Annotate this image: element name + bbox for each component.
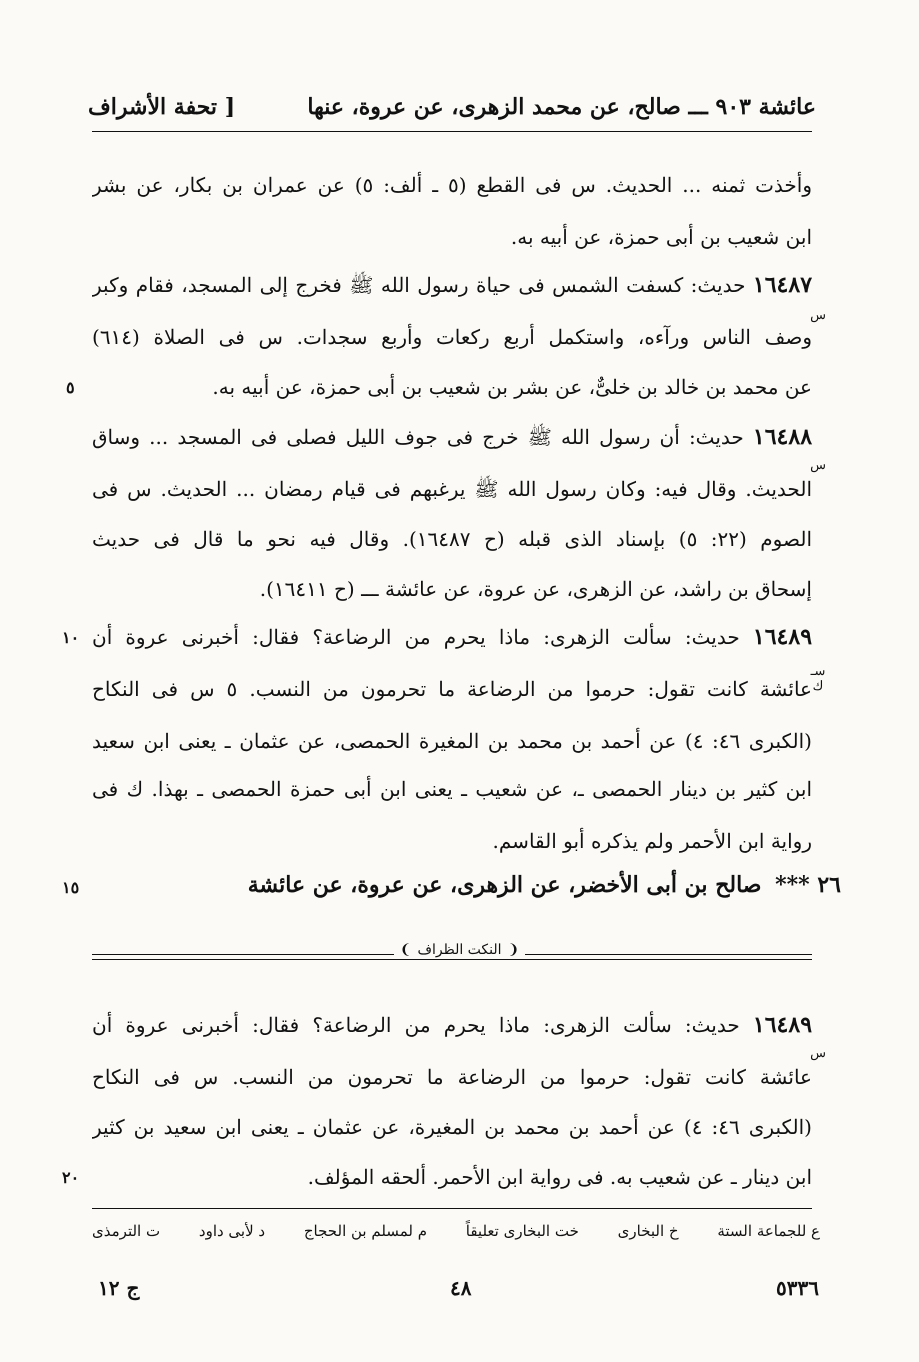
abbr-2: خ البخارى [617,1222,679,1240]
hadith-16489-line-1: ١٦٤٨٩ حديث: سألت الزهرى: ماذا يحرم من الرضاعة؟ فقال: أخبرنى عروة أن [92,624,812,650]
text-line-9: إسحاق بن راشد، عن الزهرى، عن عروة، عن عائشة ـــ (ح ١٦٤١١). [259,577,812,601]
abbr-1: ع للجماعة الستة [717,1222,820,1240]
abbr-6: ت الترمذى [92,1222,161,1240]
hadith-number: ١٦٤٨٩ [752,624,812,650]
abbreviations-key [92,1222,820,1240]
footer-code: ٥٣٣٦ [776,1276,819,1300]
hadith-16487-line-1: ١٦٤٨٧ حديث: كسفت الشمس فى حياة رسول الله ﷺ فخرج إلى المسجد، فقام وكبر [92,272,812,298]
text-line-8: الصوم (٢٢: ٥) بإسناد الذى قبله (ح ١٦٤٨٧). وقال فيه نحو ما قال فى حديث [92,527,812,551]
nukat-line-4: ابن دينار ـ عن شعيب به. فى رواية ابن الأحمر. ألحقه المؤلف. [307,1165,812,1189]
nukat-line-2: عائشة كانت تقول: حرموا من الرضاعة ما تحرمون من النسب. س فى النكاح [92,1065,812,1089]
text-line-4: وصف الناس ورآءه، واستكمل أربع ركعات وأربع سجدات. س فى الصلاة (٦١٤) [92,325,812,349]
hadith-number: ١٦٤٨٨ [752,424,812,450]
line-number-10: ١٠ [62,628,80,647]
text-line-12: (الكبرى ٤٦: ٤) عن أحمد بن محمد بن المغيرة الحمصى، عن عثمان ـ يعنى ابن سعيد [92,729,812,753]
margin-sin-16487: س [810,308,826,323]
text-line-1: وأخذت ثمنه ... الحديث. س فى القطع (٥ ـ ألف: ٥) عن عمران بن بكار، عن بشر [92,173,812,197]
nukat-line-3: (الكبرى ٤٦: ٤) عن أحمد بن محمد بن المغيرة، عن عثمان ـ يعنى ابن سعيد بن كثير [92,1115,812,1139]
header-rule [92,131,812,132]
section-rule-bottom [92,959,812,960]
footer-rule [92,1208,812,1209]
text-line-2: ابن شعيب بن أبى حمزة، عن أبيه به. [510,225,812,249]
text-line-14: رواية ابن الأحمر ولم يذكره أبو القاسم. [492,829,812,853]
chain-heading [248,872,841,898]
nukat-line-1: ١٦٤٨٩ حديث: سألت الزهرى: ماذا يحرم من الرضاعة؟ فقال: أخبرنى عروة أن [92,1012,812,1038]
line-number-20: ٢٠ [62,1168,80,1187]
margin-sin-kaf-16489: سـ ك [810,664,826,694]
text-line-5: عن محمد بن خالد بن خلىٌّ، عن بشر بن شعيب بن أبى حمزة، عن أبيه به. [212,375,812,399]
abbr-5: د لأبى داود [198,1222,266,1240]
margin-sin-nukat: س [810,1046,826,1061]
text-line-13: ابن كثير بن دينار الحمصى ـ، عن شعيب ـ يعنى ابن أبى حمزة الحمصى ـ بهذا. ك فى [92,777,812,801]
section-title: ❨النكت الظراف❩ [0,942,919,958]
abbr-3: خت البخارى تعليقاً [465,1222,579,1240]
volume-number: ج ١٢ [98,1276,140,1300]
running-header-right: عائشة ٩٠٣ ـــ صالح، عن محمد الزهرى، عن عروة، عنها [307,94,816,120]
abbr-4: م لمسلم بن الحجاج [303,1222,427,1240]
page-number: ٤٨ [450,1276,472,1300]
hadith-16488-line-1: ١٦٤٨٨ حديث: أن رسول الله ﷺ خرج فى جوف الليل فصلى فى المسجد ... وساق [92,424,812,450]
text-line-11: عائشة كانت تقول: حرموا من الرضاعة ما تحرمون من النسب. ٥ س فى النكاح [92,677,812,701]
margin-sin-16488: س [810,458,826,473]
hadith-number: ١٦٤٨٧ [752,272,812,298]
hadith-number: ١٦٤٨٩ [752,1012,812,1038]
running-header-left: [ تحفة الأشراف [88,94,236,120]
chain-number: ٢٦ [817,872,841,898]
line-number-5: ٥ [66,378,75,397]
chain-text: صالح بن أبى الأخضر، عن الزهرى، عن عروة، عن عائشة [247,872,762,898]
text-line-7: الحديث. وقال فيه: وكان رسول الله ﷺ يرغبهم فى قيام رمضان ... الحديث. س فى [92,477,812,501]
line-number-15: ١٥ [62,878,80,897]
chain-stars: *** [775,872,810,898]
